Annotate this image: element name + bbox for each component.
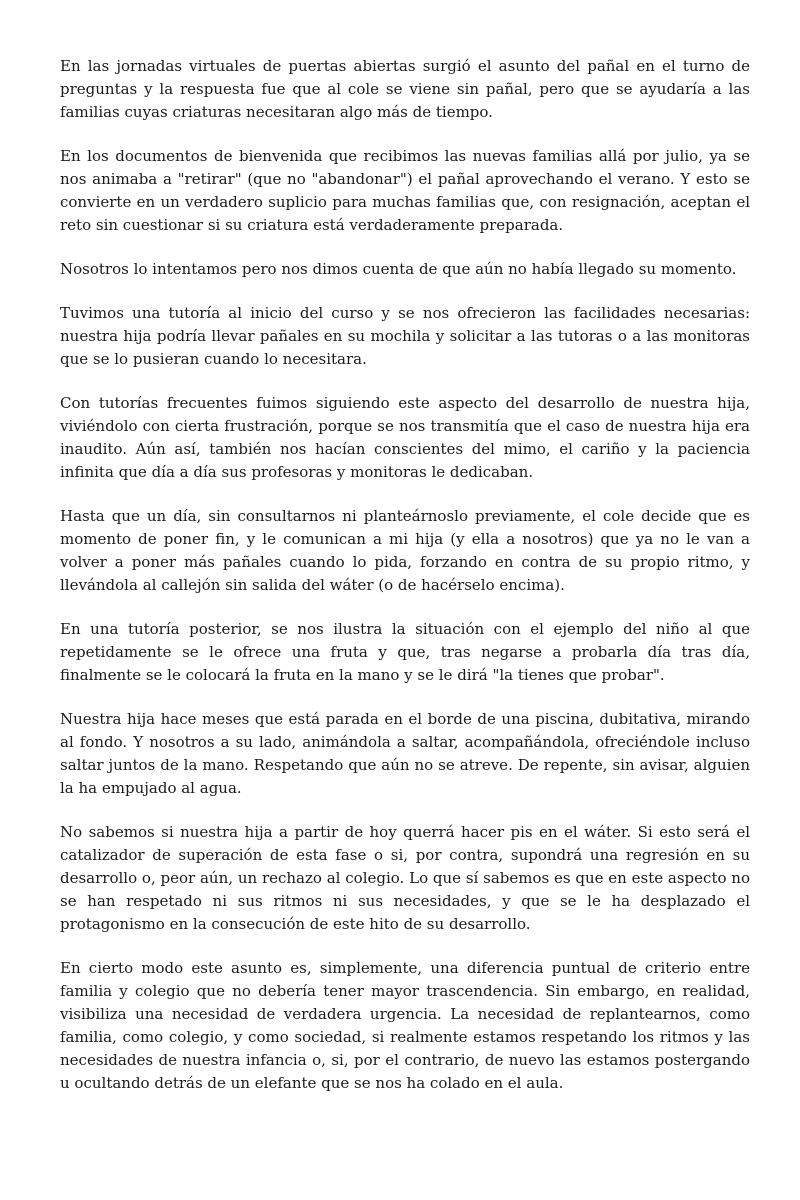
paragraph: En los documentos de bienvenida que recibimos las nuevas familias allá por julio, ya se nos animaba a "retirar" (que no "abandonar") el pañal aprovechando el verano. Y esto se convierte en un verdadero suplicio para muchas familias que, con resignación, aceptan el reto sin cuestionar si su criatura está verdaderamente preparada. <box>60 147 750 234</box>
paragraph: Nuestra hija hace meses que está parada en el borde de una piscina, dubitativa, mirando al fondo. Y nosotros a su lado, animándola a saltar, acompañándola, ofreciéndole incluso saltar juntos de la mano. Respetando que aún no se atreve. De repente, sin avisar, alguien la ha empujado al agua. <box>60 710 750 797</box>
paragraph: En las jornadas virtuales de puertas abiertas surgió el asunto del pañal en el turno de preguntas y la respuesta fue que al cole se viene sin pañal, pero que se ayudaría a las familias cuyas criaturas necesitaran algo más de tiempo. <box>60 57 750 121</box>
paragraph: Tuvimos una tutoría al inicio del curso y se nos ofrecieron las facilidades necesarias: nuestra hija podría llevar pañales en su mochila y solicitar a las tutoras o a las monitoras que se lo pusieran cuando lo necesitara. <box>60 304 750 368</box>
paragraph: Con tutorías frecuentes fuimos siguiendo este aspecto del desarrollo de nuestra hija, viviéndolo con cierta frustración, porque se nos transmitía que el caso de nuestra hija era inaudito. Aún así, también nos hacían conscientes del mimo, el cariño y la paciencia infinita que día a día sus profesoras y monitoras le dedicaban. <box>60 394 750 481</box>
paragraph: Hasta que un día, sin consultarnos ni planteárnoslo previamente, el cole decide que es momento de poner fin, y le comunican a mi hija (y ella a nosotros) que ya no le van a volver a poner más pañales cuando lo pida, forzando en contra de su propio ritmo, y llevándola al callejón sin salida del wáter (o de hacérselo encima). <box>60 507 750 594</box>
paragraph: En una tutoría posterior, se nos ilustra la situación con el ejemplo del niño al que repetidamente se le ofrece una fruta y que, tras negarse a probarla día tras día, finalmente se le colocará la fruta en la mano y se le dirá "la tienes que probar". <box>60 620 750 684</box>
paragraph: No sabemos si nuestra hija a partir de hoy querrá hacer pis en el wáter. Si esto será el catalizador de superación de esta fase o si, por contra, supondrá una regresión en su desarrollo o, peor aún, un rechazo al colegio. Lo que sí sabemos es que en este aspecto no se han respetado ni sus ritmos ni sus necesidades, y que se le ha desplazado el protagonismo en la consecución de este hito de su desarrollo. <box>60 823 750 933</box>
paragraph: En cierto modo este asunto es, simplemente, una diferencia puntual de criterio entre familia y colegio que no debería tener mayor trascendencia. Sin embargo, en realidad, visibiliza una necesidad de verdadera urgencia. La necesidad de replantearnos, como familia, como colegio, y como sociedad, si realmente estamos respetando los ritmos y las necesidades de nuestra infancia o, si, por el contrario, de nuevo las estamos postergando u ocultando detrás de un elefante que se nos ha colado en el aula. <box>60 959 750 1092</box>
paragraph: Nosotros lo intentamos pero nos dimos cuenta de que aún no había llegado su momento. <box>60 260 737 278</box>
document-body <box>60 55 750 1116</box>
